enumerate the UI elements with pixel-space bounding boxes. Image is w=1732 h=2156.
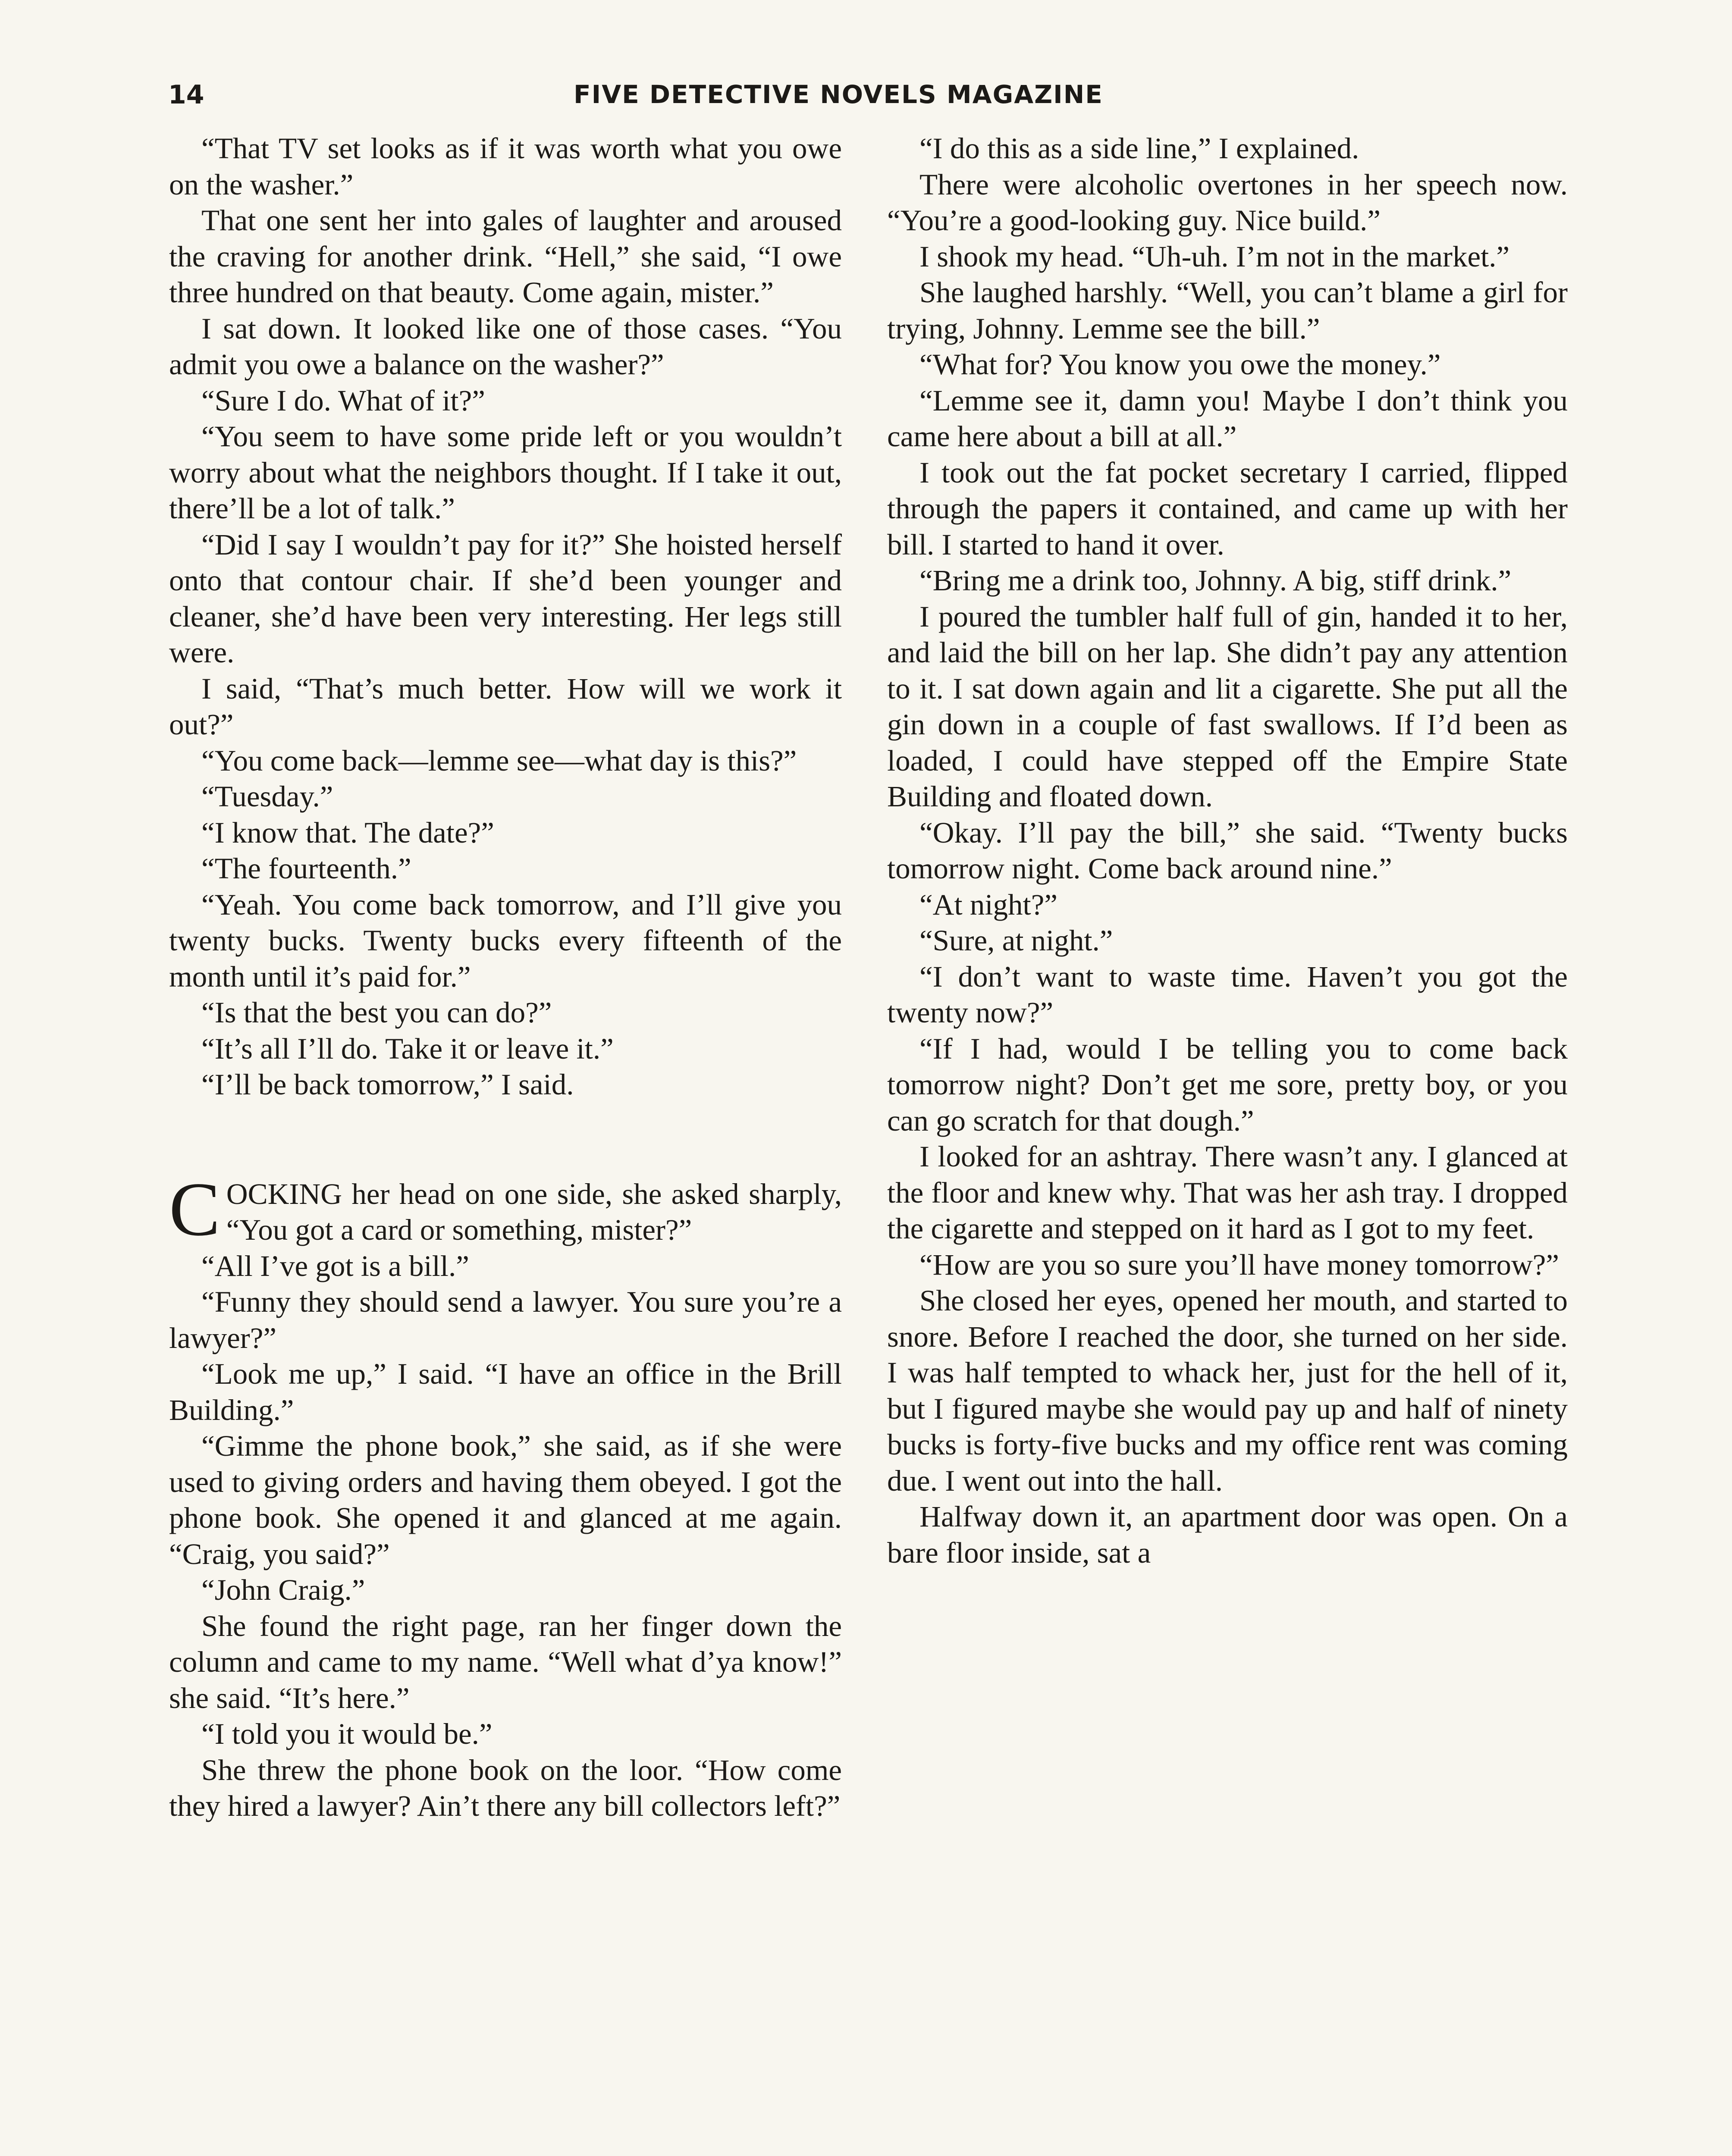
paragraph: Halfway down it, an apartment door was open. On a bare floor inside, sat a	[887, 1500, 1568, 1569]
paragraph: “Funny they should send a lawyer. You sure you’re a lawyer?”	[169, 1285, 842, 1354]
paragraph: “If I had, would I be telling you to come back tomorrow night? Don’t get me sore, pretty boy, or you can go scratch for that dough.”	[887, 1032, 1568, 1137]
running-head-title: FIVE DETECTIVE NOVELS MAGAZINE	[574, 80, 1103, 109]
paragraph: “I do this as a side line,” I explained.	[919, 132, 1359, 165]
paragraph: “What for? You know you owe the money.”	[919, 348, 1441, 381]
paragraph: “I know that. The date?”	[201, 816, 494, 849]
paragraph: She closed her eyes, opened her mouth, and started to snore. Before I reached the door, she turned on her side. I was half tempted to whack her, just for the hell of it, but I figured maybe she would pay up and half of ninety bucks is forty-five bucks and my office rent was coming due. I went out into the hall.	[887, 1284, 1568, 1497]
paragraph: “At night?”	[919, 888, 1057, 921]
paragraph: “Is that the best you can do?”	[201, 996, 552, 1029]
paragraph: “You seem to have some pride left or you wouldn’t worry about what the neighbors thought. If I take it out, there’ll be a lot of talk.”	[169, 420, 842, 525]
left-column	[169, 131, 842, 2156]
paragraph: “Look me up,” I said. “I have an office in the Brill Building.”	[169, 1357, 842, 1426]
paragraph: “Sure I do. What of it?”	[201, 384, 485, 417]
paragraph: I sat down. It looked like one of those cases. “You admit you owe a balance on the washer?”	[169, 312, 842, 381]
paragraph: “It’s all I’ll do. Take it or leave it.”	[201, 1032, 614, 1065]
drop-cap-text: OCKING her head on one side, she asked sharply, “You got a card or something, mister?”	[226, 1177, 842, 1246]
drop-cap: C	[169, 1166, 220, 1252]
right-column	[887, 131, 1568, 2156]
paragraph: “Gimme the phone book,” she said, as if she were used to giving orders and having them obeyed. I got the phone book. She opened it and glanced at me again. “Craig, you said?”	[169, 1429, 842, 1570]
paragraph: There were alcoholic overtones in her speech now. “You’re a good-looking guy. Nice build.”	[887, 168, 1568, 237]
paragraph: “I told you it would be.”	[201, 1717, 493, 1750]
paragraph: “Did I say I wouldn’t pay for it?” She hoisted herself onto that contour chair. If she’d been younger and cleaner, she’d have been very interesting. Her legs still were.	[169, 528, 842, 669]
paragraph: “That TV set looks as if it was worth what you owe on the washer.”	[169, 132, 842, 201]
paragraph: “John Craig.”	[201, 1573, 365, 1606]
paragraph: I shook my head. “Uh-uh. I’m not in the market.”	[919, 240, 1510, 273]
paragraph: “Yeah. You come back tomorrow, and I’ll give you twenty bucks. Twenty bucks every fifteenth of the month until it’s paid for.”	[169, 888, 842, 993]
paragraph: “The fourteenth.”	[201, 852, 411, 885]
paragraph: I looked for an ashtray. There wasn’t any. I glanced at the floor and knew why. That was her ash tray. I dropped the cigarette and stepped on it hard as I got to my feet.	[887, 1140, 1568, 1245]
paragraph: She laughed harshly. “Well, you can’t blame a girl for trying, Johnny. Lemme see the bill.”	[887, 276, 1568, 345]
section-break	[169, 1103, 842, 1176]
paragraph: “I don’t want to waste time. Haven’t you got the twenty now?”	[887, 960, 1568, 1029]
drop-cap-paragraph	[169, 1166, 842, 1252]
paragraph: I took out the fat pocket secretary I carried, flipped through the papers it contained, and came up with her bill. I started to hand it over.	[887, 456, 1568, 561]
paragraph: I poured the tumbler half full of gin, handed it to her, and laid the bill on her lap. She didn’t pay any attention to it. I sat down again and lit a cigarette. She put all the gin down in a couple of fast swallows. If I’d been as loaded, I could have stepped off the Empire State Building and floated down.	[887, 600, 1568, 813]
paragraph: I said, “That’s much better. How will we work it out?”	[169, 672, 842, 741]
paragraph: “Lemme see it, damn you! Maybe I don’t think you came here about a bill at all.”	[887, 384, 1568, 453]
paragraph: “Sure, at night.”	[919, 924, 1113, 957]
paragraph: “All I’ve got is a bill.”	[201, 1249, 469, 1282]
paragraph: “How are you so sure you’ll have money tomorrow?”	[919, 1248, 1559, 1281]
paragraph: “Bring me a drink too, Johnny. A big, stiff drink.”	[919, 564, 1512, 597]
paragraph: “I’ll be back tomorrow,” I said.	[201, 1068, 574, 1101]
paragraph: She threw the phone book on the loor. “How come they hired a lawyer? Ain’t there any bill collectors left?”	[169, 1753, 842, 1822]
page-number: 14	[168, 80, 204, 110]
paragraph: She found the right page, ran her finger down the column and came to my name. “Well what d’ya know!” she said. “It’s here.”	[169, 1609, 842, 1714]
paragraph: That one sent her into gales of laughter and aroused the craving for another drink. “Hell,” she said, “I owe three hundred on that beauty. Come again, mister.”	[169, 204, 842, 309]
paragraph: “You come back—lemme see—what day is this?”	[201, 744, 797, 777]
paragraph: “Tuesday.”	[201, 780, 333, 813]
paragraph: “Okay. I’ll pay the bill,” she said. “Twenty bucks tomorrow night. Come back around nine.”	[887, 816, 1568, 885]
